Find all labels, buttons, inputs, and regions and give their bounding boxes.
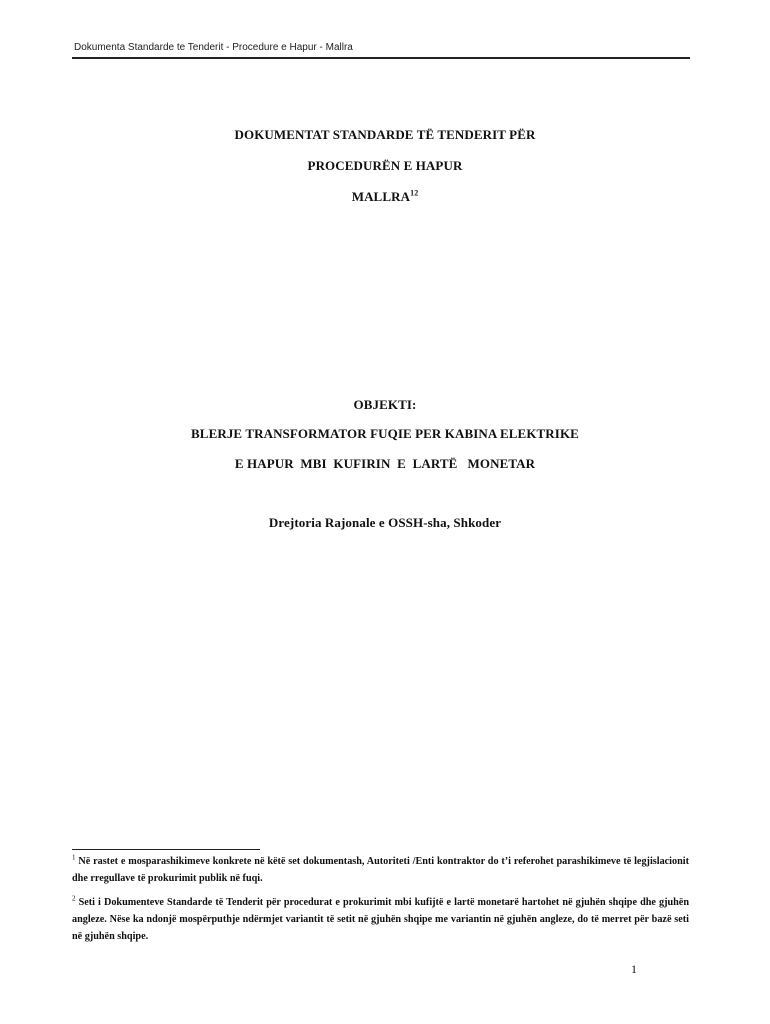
footnote-2 [72,894,689,945]
object-line-1: BLERJE TRANSFORMATOR FUQIE PER KABINA ELEKTRIKE [191,426,579,441]
title-line-3 [0,189,770,205]
title-footnote-refs: 12 [410,188,419,198]
footnote-separator [72,849,260,850]
header-rule [72,57,690,59]
footnote-2-text: Seti i Dokumenteve Standarde të Tenderit për procedurat e prokurimit mbi kufijtë e lartë monetarë hartohet në gjuhën shqipe dhe gjuhën angleze. Nëse ka ndonjë mospërputhje ndërmjet variantit të setit në gjuhën shqipe me variantin në gjuhën angleze, do të merret për bazë seti në gjuhën shqipe. [72,897,689,942]
object-label: OBJEKTI: [353,397,417,412]
title-mallra: MALLRA [351,189,411,204]
object-line-2: E HAPUR MBI KUFIRIN E LARTË MONETAR [234,456,536,471]
page-number: 1 [631,962,637,976]
running-header: Dokumenta Standarde te Tenderit - Procedure e Hapur - Mallra [74,42,353,53]
footnote-1-text: Në rastet e mosparashikimeve konkrete në këtë set dokumentash, Autoriteti /Enti kontraktor do t’i referohet parashikimeve të legjislacionit dhe rregullave të prokurimit publik në fuqi. [72,856,689,884]
title-line-2: PROCEDURËN E HAPUR [307,158,463,173]
footnote-1 [72,853,689,887]
footnote-1-mark: 1 [72,853,76,862]
contracting-authority: Drejtoria Rajonale e OSSH-sha, Shkoder [268,515,502,530]
footnote-2-mark: 2 [72,894,76,903]
title-line-1: DOKUMENTAT STANDARDE TË TENDERIT PËR [234,127,536,142]
